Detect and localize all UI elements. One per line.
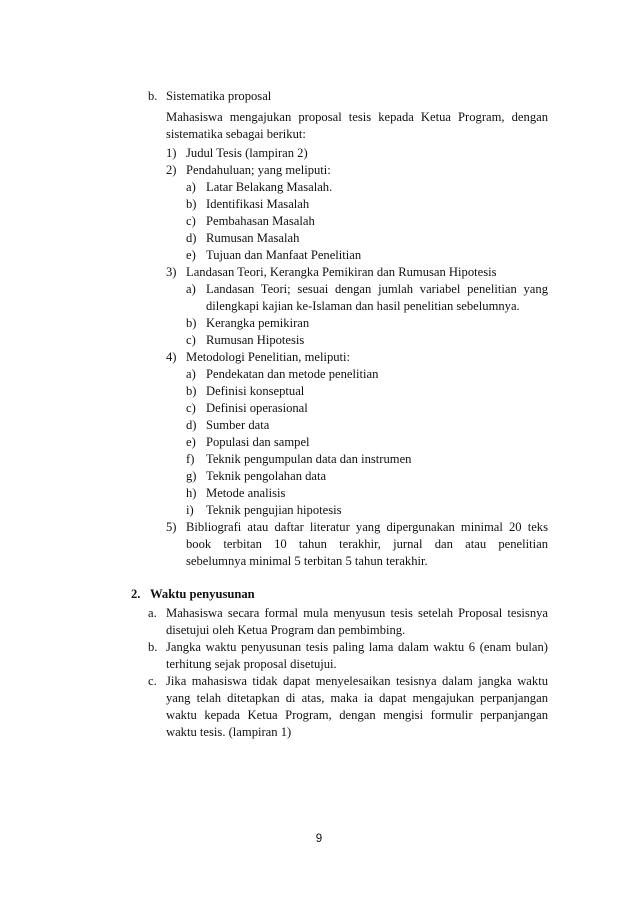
list-item-continuation: dilengkapi kajian ke-Islaman dan hasil penelitian sebelumnya. (206, 299, 520, 313)
list-item-continuation: book terbitan 10 tahun terakhir, jurnal dan atau penelitian (186, 537, 548, 551)
list-marker: e) (186, 248, 196, 262)
list-item-continuation: waktu tesis. (lampiran 1) (166, 725, 292, 739)
list-marker: 3) (166, 265, 177, 279)
list-item: Landasan Teori, Kerangka Pemikiran dan Rumusan Hipotesis (186, 265, 497, 279)
list-marker: d) (186, 418, 197, 432)
list-marker: a) (186, 180, 196, 194)
list-item: Kerangka pemikiran (206, 316, 310, 330)
paragraph-line: Mahasiswa mengajukan proposal tesis kepada Ketua Program, dengan (166, 110, 548, 124)
list-item: Teknik pengujian hipotesis (206, 503, 342, 517)
list-item: Metode analisis (206, 486, 286, 500)
list-item: Mahasiswa secara formal mula menyusun tesis setelah Proposal tesisnya (166, 606, 548, 620)
list-marker: a. (148, 606, 157, 620)
list-marker: a) (186, 282, 196, 296)
list-marker: 1) (166, 146, 177, 160)
list-item-continuation: waktu kepada Ketua Program, dengan mengisi formulir perpanjangan (166, 708, 548, 722)
list-item: Landasan Teori; sesuai dengan jumlah variabel penelitian yang (206, 282, 548, 296)
list-marker: c) (186, 333, 196, 347)
page-number: 9 (315, 833, 323, 845)
list-item: Pendekatan dan metode penelitian (206, 367, 379, 381)
list-marker: b) (186, 197, 197, 211)
list-marker: f) (186, 452, 195, 466)
list-item: Populasi dan sampel (206, 435, 310, 449)
list-item: Definisi operasional (206, 401, 308, 415)
list-marker: e) (186, 435, 196, 449)
list-item: Identifikasi Masalah (206, 197, 310, 211)
list-item: Tujuan dan Manfaat Penelitian (206, 248, 362, 262)
list-marker: c) (186, 401, 196, 415)
paragraph-line: sistematika sebagai berikut: (166, 127, 306, 141)
list-marker: b. (148, 640, 158, 654)
section-heading: Waktu penyusunan (150, 587, 255, 601)
list-item: Teknik pengumpulan data dan instrumen (206, 452, 412, 466)
list-marker: 4) (166, 350, 177, 364)
list-item: Rumusan Hipotesis (206, 333, 305, 347)
list-marker: c. (148, 674, 157, 688)
list-item: Definisi konseptual (206, 384, 305, 398)
list-marker: d) (186, 231, 197, 245)
section-number: 2. (131, 587, 141, 601)
list-item-continuation: terhitung sejak proposal disetujui. (166, 657, 337, 671)
list-item: Pembahasan Masalah (206, 214, 315, 228)
list-marker: b) (186, 384, 197, 398)
list-item: Metodologi Penelitian, meliputi: (186, 350, 351, 364)
list-item-continuation: disetujui oleh Ketua Program dan pembimbing. (166, 623, 406, 637)
list-marker: 2) (166, 163, 177, 177)
list-marker: 5) (166, 520, 177, 534)
list-item: Pendahuluan; yang meliputi: (186, 163, 331, 177)
list-item: Latar Belakang Masalah. (206, 180, 333, 194)
list-item: Jika mahasiswa tidak dapat menyelesaikan tesisnya dalam jangka waktu (166, 674, 548, 688)
list-marker: g) (186, 469, 197, 483)
list-item: Judul Tesis (lampiran 2) (186, 146, 308, 160)
list-marker: b) (186, 316, 197, 330)
list-item: Jangka waktu penyusunan tesis paling lama dalam waktu 6 (enam bulan) (166, 640, 548, 654)
subsection-title: Sistematika proposal (166, 89, 272, 103)
list-marker: b. (148, 89, 158, 103)
list-marker: i) (186, 503, 194, 517)
list-item: Bibliografi atau daftar literatur yang dipergunakan minimal 20 teks (186, 520, 548, 534)
list-item: Rumusan Masalah (206, 231, 300, 245)
list-marker: h) (186, 486, 197, 500)
list-item: Sumber data (206, 418, 270, 432)
list-item-continuation: yang telah ditetapkan di atas, maka ia dapat mengajukan perpanjangan (166, 691, 548, 705)
list-item: Teknik pengolahan data (206, 469, 327, 483)
list-marker: c) (186, 214, 196, 228)
list-marker: a) (186, 367, 196, 381)
list-item-continuation: sebelumnya minimal 5 terbitan 5 tahun terakhir. (186, 554, 428, 568)
